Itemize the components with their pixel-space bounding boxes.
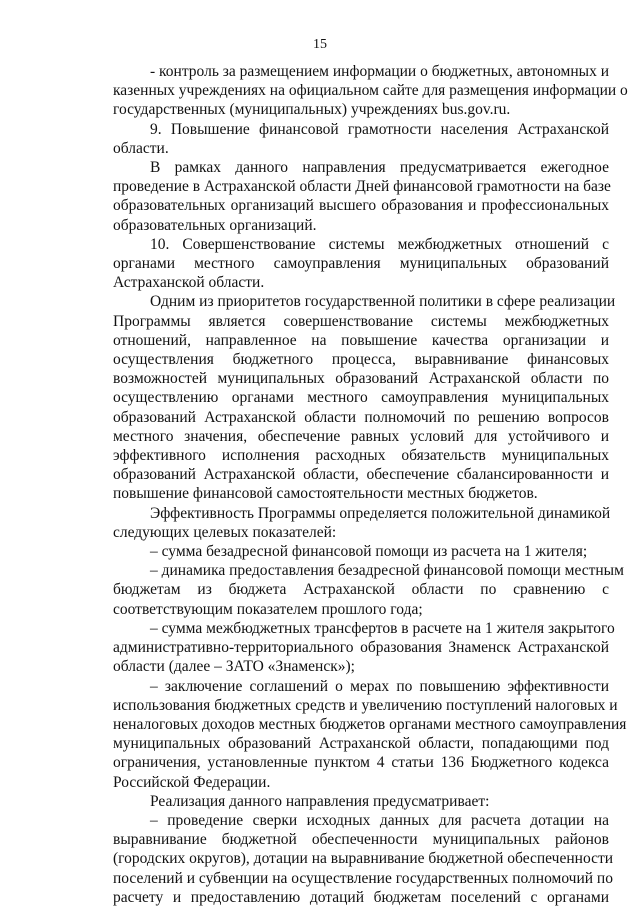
document-body bbox=[113, 62, 628, 907]
text-line: казенных учреждениях на официальном сайте для размещения информации о bbox=[113, 82, 628, 100]
text-line: образовательных организаций. bbox=[113, 216, 317, 234]
text-line: Реализация данного направления предусматривает: bbox=[150, 792, 490, 810]
text-line: расчету и предоставлению дотаций бюджетам поселений с органами bbox=[113, 888, 609, 906]
paragraph bbox=[113, 619, 615, 677]
text-line: – заключение соглашений о мерах по повышению эффективности bbox=[150, 677, 609, 695]
text-line: поселений и субвенции на осуществление государственных полномочий по bbox=[113, 869, 613, 887]
text-line: проведение в Астраханской области Дней финансовой грамотности на базе bbox=[113, 178, 611, 196]
paragraph bbox=[113, 542, 609, 561]
text-line: следующих целевых показателей: bbox=[113, 523, 337, 541]
paragraph bbox=[113, 677, 627, 792]
text-line: области. bbox=[113, 139, 169, 157]
text-line: – проведение сверки исходных данных для расчета дотации на bbox=[150, 811, 609, 829]
paragraph bbox=[113, 792, 609, 811]
text-line: выравнивание бюджетной обеспеченности муниципальных районов bbox=[113, 831, 609, 849]
text-line: Одним из приоритетов государственной политики в сфере реализации bbox=[150, 293, 616, 311]
text-line: образований Астраханской области, обеспечение сбалансированности и bbox=[113, 466, 609, 484]
text-line: неналоговых доходов местных бюджетов органами местного самоуправления bbox=[113, 715, 627, 733]
paragraph bbox=[113, 811, 614, 907]
text-line: административно-территориального образования Знаменск Астраханской bbox=[113, 639, 609, 657]
text-line: (городских округов), дотации на выравнивание бюджетной обеспеченности bbox=[113, 850, 614, 868]
text-line: государственных (муниципальных) учреждениях bus.gov.ru. bbox=[113, 101, 511, 119]
paragraph bbox=[113, 561, 624, 619]
text-line: местного значения, обеспечение равных условий для устойчивого и bbox=[113, 427, 609, 445]
text-line: бюджетам из бюджета Астраханской области по сравнению с bbox=[113, 581, 609, 599]
text-line: использования бюджетных средств и увеличению поступлений налоговых и bbox=[113, 696, 618, 714]
text-line: повышение финансовой самостоятельности местных бюджетов. bbox=[113, 485, 538, 503]
paragraph bbox=[113, 120, 609, 158]
text-line: области (далее – ЗАТО «Знаменск»); bbox=[113, 658, 355, 676]
text-line: Российской Федерации. bbox=[113, 773, 271, 791]
paragraph bbox=[113, 504, 609, 542]
text-line: – сумма межбюджетных трансфертов в расчете на 1 жителя закрытого bbox=[150, 619, 615, 637]
paragraph bbox=[113, 158, 609, 235]
text-line: Эффективность Программы определяется положительной динамикой bbox=[150, 504, 611, 522]
text-line: Астраханской области. bbox=[113, 274, 265, 292]
text-line: муниципальных образований Астраханской области, попадающими под bbox=[113, 735, 609, 753]
text-line: – сумма безадресной финансовой помощи из расчета на 1 жителя; bbox=[150, 543, 588, 561]
paragraph bbox=[113, 292, 616, 503]
text-line: осуществления бюджетного процесса, выравнивание финансовых bbox=[113, 351, 609, 369]
text-line: - контроль за размещением информации о бюджетных, автономных и bbox=[150, 63, 609, 80]
text-line: эффективного исполнения расходных обязательств муниципальных bbox=[113, 447, 609, 465]
text-line: 9. Повышение финансовой грамотности населения Астраханской bbox=[150, 120, 609, 138]
text-line: образований Астраханской области полномочий по решению вопросов bbox=[113, 408, 609, 426]
text-line: соответствующим показателем прошлого года; bbox=[113, 600, 423, 618]
text-line: ограничения, установленные пунктом 4 статьи 136 Бюджетного кодекса bbox=[113, 754, 609, 772]
text-line: осуществлению органами местного самоуправления муниципальных bbox=[113, 389, 609, 407]
text-line: – динамика предоставления безадресной финансовой помощи местным bbox=[150, 562, 624, 580]
paragraph bbox=[113, 62, 628, 120]
text-line: органами местного самоуправления муниципальных образований bbox=[113, 255, 609, 273]
text-line: образовательных организаций высшего образования и профессиональных bbox=[113, 197, 609, 215]
paragraph bbox=[113, 235, 609, 293]
text-line: Программы является совершенствование системы межбюджетных bbox=[113, 312, 609, 330]
text-line: отношений, направленное на повышение качества организации и bbox=[113, 331, 609, 349]
text-line: возможностей муниципальных образований Астраханской области по bbox=[113, 370, 609, 388]
page-number: 15 bbox=[313, 37, 327, 52]
text-line: В рамках данного направления предусматривается ежегодное bbox=[150, 159, 609, 177]
text-line: 10. Совершенствование системы межбюджетных отношений с bbox=[150, 235, 609, 253]
